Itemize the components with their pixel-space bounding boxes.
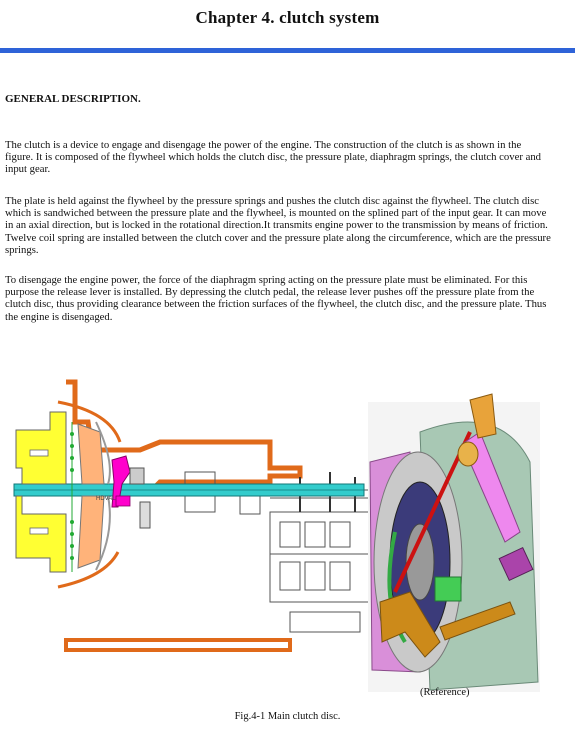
page-title: Chapter 4. clutch system [195,8,380,27]
clutch-figure [0,372,575,702]
figure-caption: Fig.4-1 Main clutch disc. [234,711,341,722]
paragraph-2: The plate is held against the flywheel by the pressure springs and pushes the clutch disc against the flywheel. The clutch disc which is sandwiched between the pressure plate and the flywheel, is mounted on the splined part of the input gear. It can move in an axial direction, but is locked in the rotational direction.It transmits engine power to the transmission by means of friction. Twelve coil spring are installed between the clutch cover and the pressure plate along the circumference, which are the pressure springs. [5,195,551,256]
reference-3d-render [368,394,540,692]
section-heading: GENERAL DESCRIPTION. [5,93,141,105]
reference-label: (Reference) [420,687,470,698]
paragraph-1: The clutch is a device to engage and disengage the power of the engine. The construction of the clutch is as shown in the figure. It is composed of the flywheel which holds the clutch disc, the pressure plate, diaphragm springs, the clutch cover and input gear. [5,139,542,176]
title-underline [0,48,575,53]
clutch-illustration [0,372,575,702]
svg-text:HDVAL: HDVAL [96,496,116,502]
cross-section-drawing [14,382,370,650]
paragraph-3: To disengage the engine power, the force of the diaphragm spring acting on the pressure plate must be eliminated. For this purpose the release lever is installed. By depressing the clutch pedal, the release lever pushes off the pressure plate from the clutch disc, thus providing clearance between the friction surfaces of the flywheel, the clutch disc, and the pressure plate. Thus the engine is disengaged. [5,274,547,323]
